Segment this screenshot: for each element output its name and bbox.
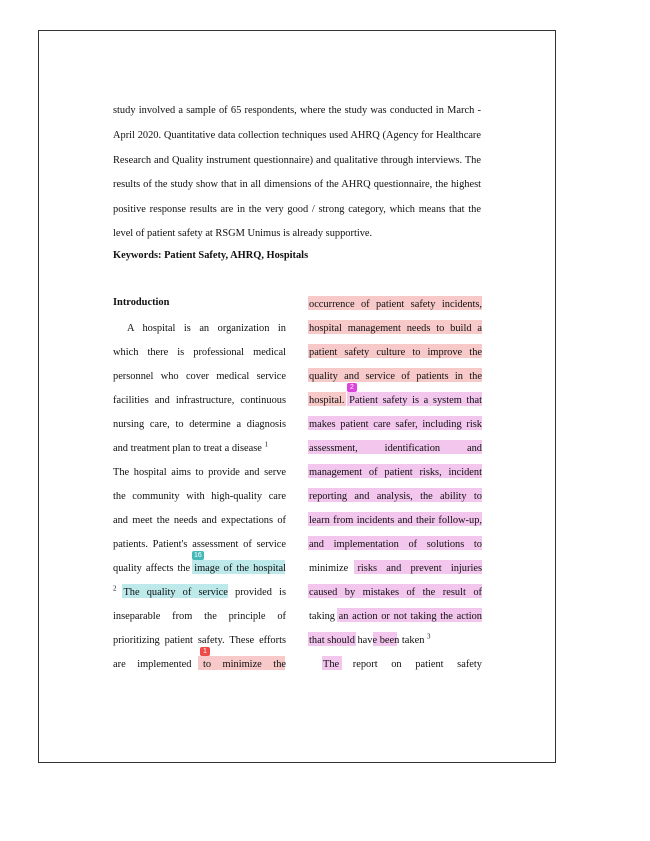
intro-left-line: A hospital is an organization in <box>127 323 286 334</box>
intro-right-line: taking an action or not taking the action <box>309 611 482 622</box>
intro-left-line <box>113 586 286 599</box>
intro-left-line: prioritizing patient safety. These efforts <box>113 635 286 646</box>
intro-left-line: personnel who cover medical service <box>113 371 286 382</box>
abstract-line: study involved a sample of 65 respondents, where the study was conducted in March - <box>113 105 481 116</box>
intro-left-line: quality affects the image of the hospital <box>113 563 286 574</box>
intro-left-line: inseparable from the principle of <box>113 611 286 622</box>
intro-right-line: patient safety culture to improve the <box>309 347 482 358</box>
intro-left-line-text: The quality of service provided is <box>123 587 286 598</box>
annotation-marker-cyan[interactable]: 16 <box>194 552 202 559</box>
keywords: Keywords: Patient Safety, AHRQ, Hospitals <box>113 250 309 261</box>
intro-left-line: nursing care, to determine a diagnosis <box>113 419 286 430</box>
citation-ref: 2 <box>113 584 117 593</box>
intro-right-line: management of patient risks, incident <box>309 467 482 478</box>
intro-right-line: hospital management needs to build a <box>309 323 482 334</box>
intro-right-line: The report on patient safety <box>323 659 482 670</box>
intro-left-line: patients. Patient's assessment of service <box>113 539 286 550</box>
intro-left-line: facilities and infrastructure, continuous <box>113 395 286 406</box>
intro-right-line: occurrence of patient safety incidents, <box>309 299 482 310</box>
intro-right-line-text: that should have been taken <box>309 635 425 646</box>
abstract-line: level of patient safety at RSGM Unimus is already supportive. <box>113 228 373 239</box>
intro-left-line-text: and treatment plan to treat a disease <box>113 443 262 454</box>
abstract-line: Research and Quality instrument questionnaire) and qualitative through interviews. The <box>113 155 481 166</box>
intro-left-line: The hospital aims to provide and serve <box>113 467 286 478</box>
intro-right-line: reporting and analysis, the ability to <box>309 491 482 502</box>
intro-left-line: are implemented to minimize the <box>113 659 286 670</box>
annotation-marker-pink[interactable]: 2 <box>347 383 357 392</box>
intro-left-line: which there is professional medical <box>113 347 286 358</box>
intro-right-line: and implementation of solutions to <box>309 539 482 550</box>
intro-left-line: and meet the needs and expectations of <box>113 515 286 526</box>
intro-right-line: caused by mistakes of the result of <box>309 587 482 598</box>
intro-left-line <box>113 442 286 455</box>
abstract-line: results of the study show that in all dimensions of the AHRQ questionnaire, the highest <box>113 179 481 190</box>
citation-ref: 1 <box>264 440 268 449</box>
intro-right-line: makes patient care safer, including risk <box>309 419 482 430</box>
intro-left-line: the community with high-quality care <box>113 491 286 502</box>
intro-right-line: learn from incidents and their follow-up, <box>309 515 482 526</box>
intro-right-line: minimize risks and prevent injuries <box>309 563 482 574</box>
intro-right-line: hospital. Patient safety is a system that <box>309 395 482 406</box>
intro-right-line: assessment, identification and <box>309 443 482 454</box>
intro-right-line: quality and service of patients in the <box>309 371 482 382</box>
abstract-line: April 2020. Quantitative data collection techniques used AHRQ (Agency for Healthcare <box>113 130 481 141</box>
annotation-marker-red[interactable]: 1 <box>200 647 210 656</box>
abstract-line: positive response results are in the very good / strong category, which means that the <box>113 204 481 215</box>
section-heading-introduction: Introduction <box>113 297 170 308</box>
intro-right-line <box>309 634 482 647</box>
citation-ref: 3 <box>427 632 431 641</box>
